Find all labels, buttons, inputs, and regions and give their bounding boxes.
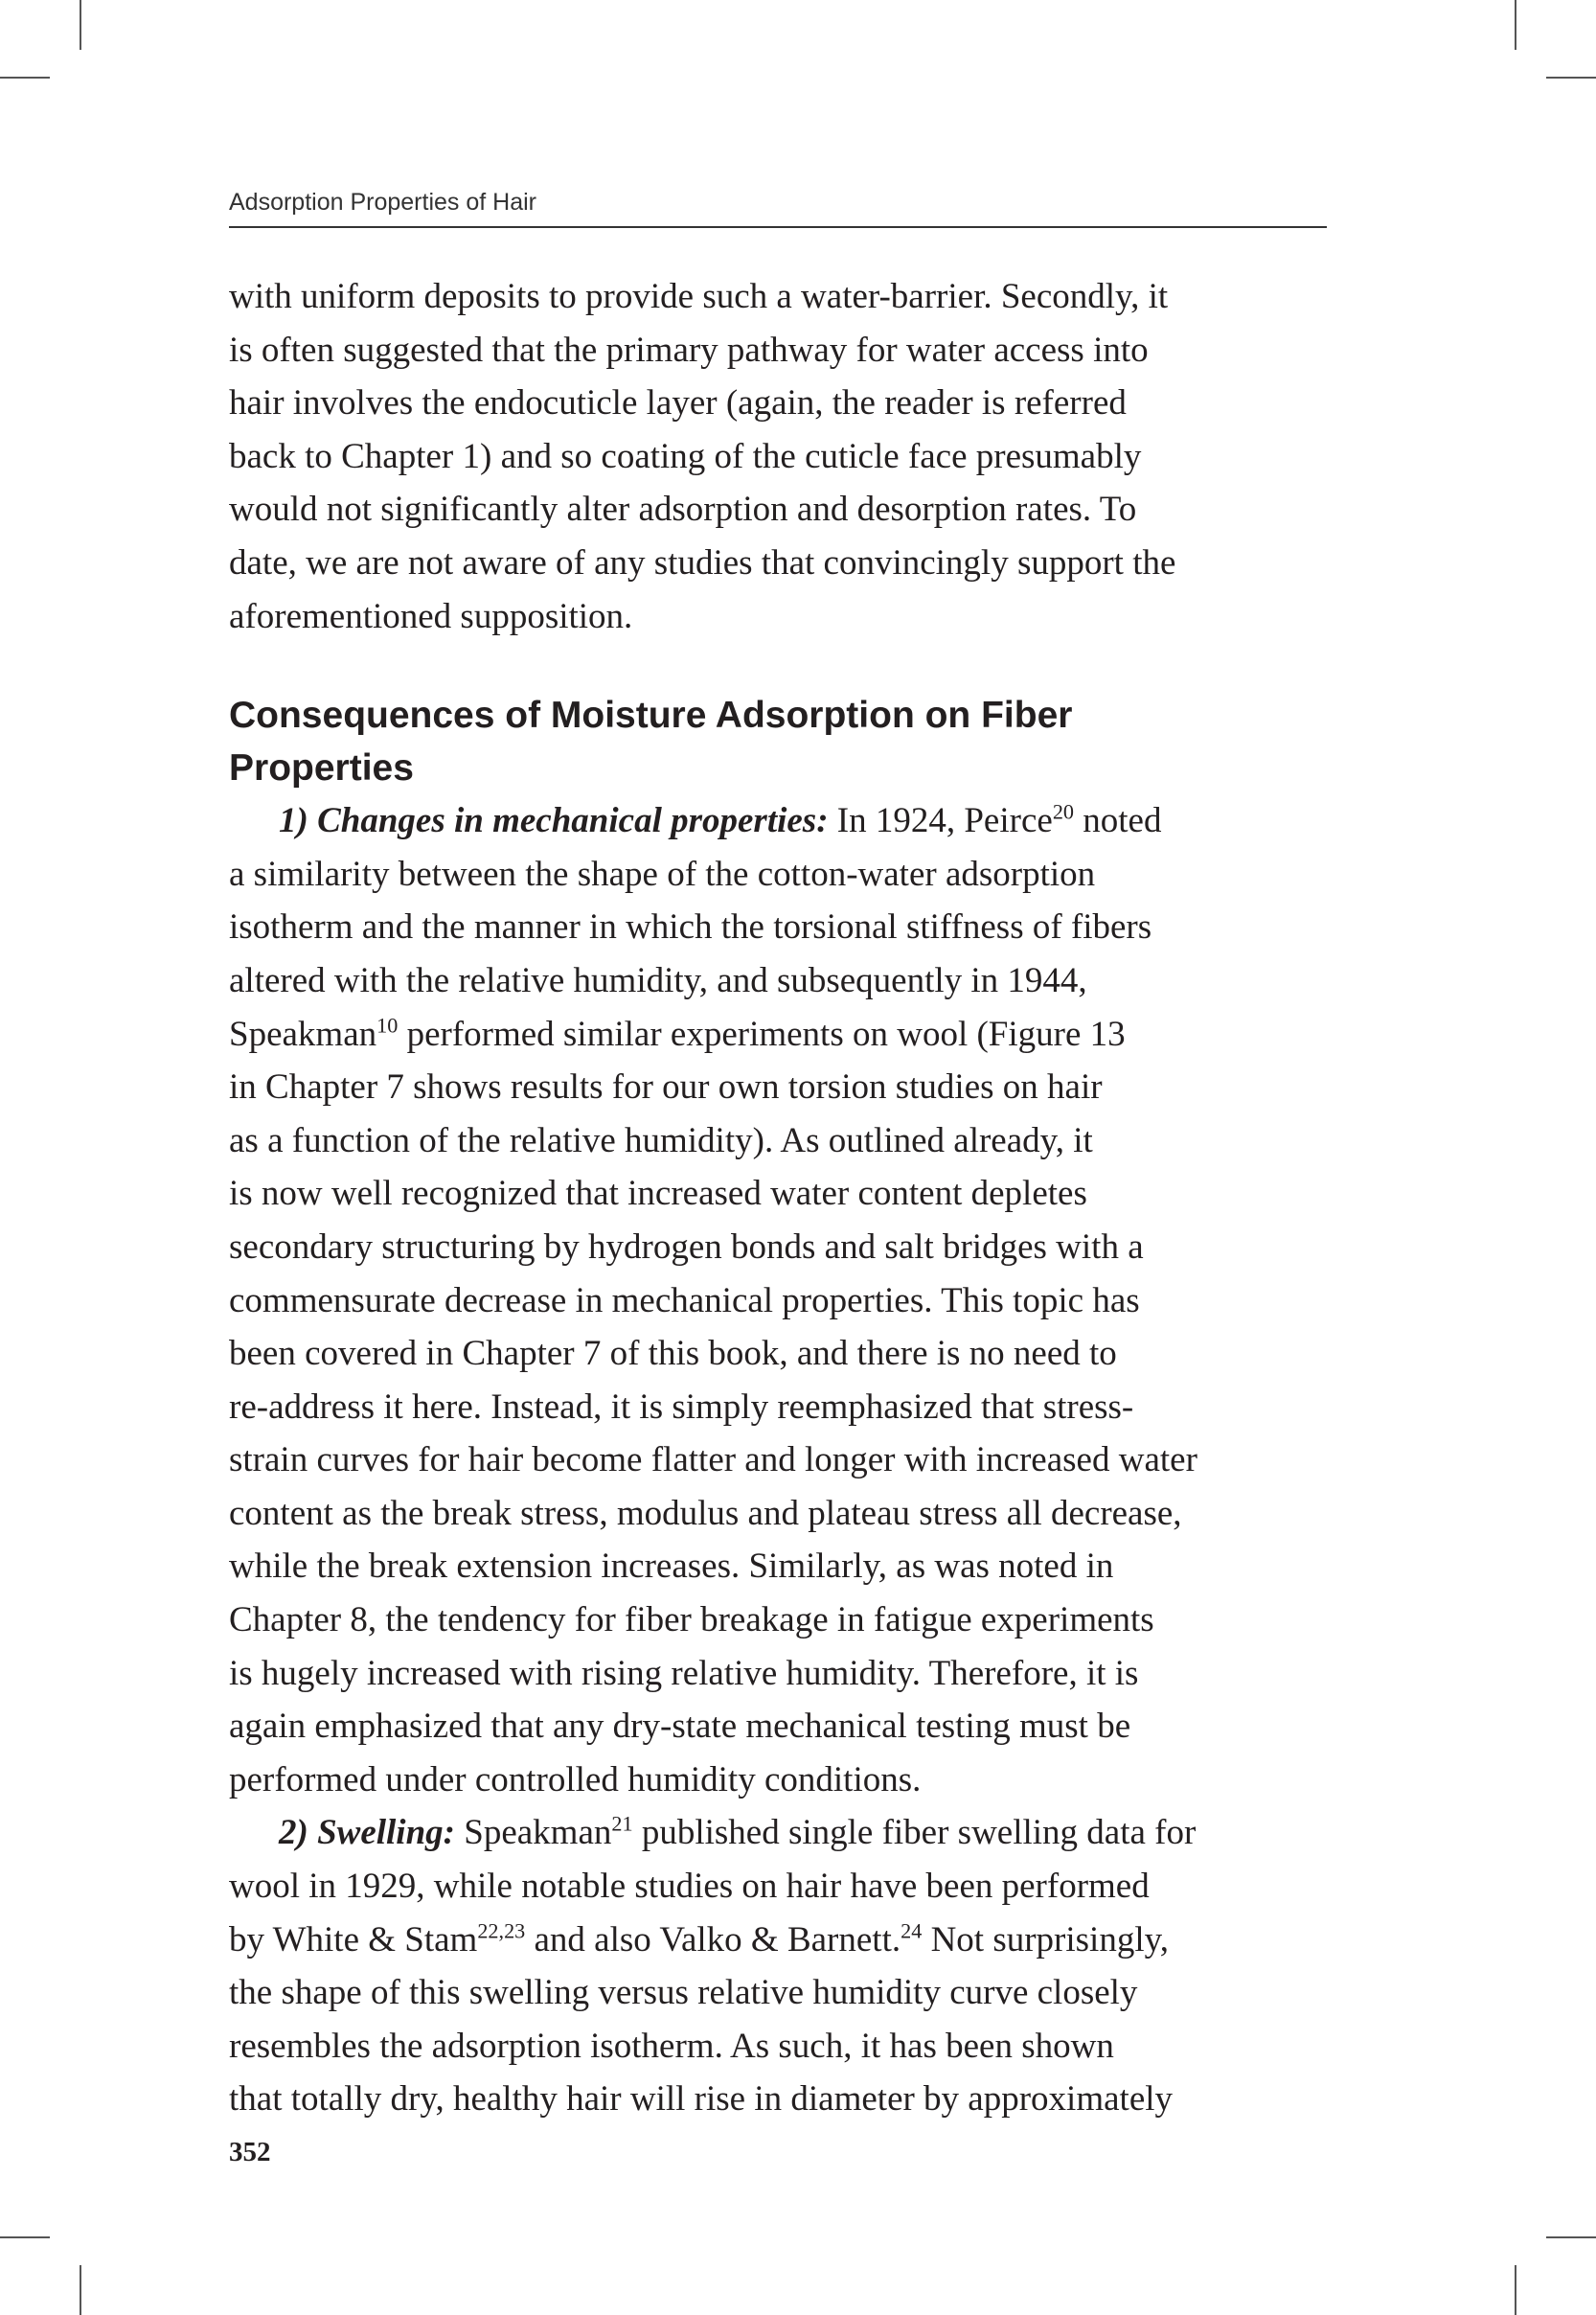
reference-superscript: 24 (901, 1918, 923, 1943)
text-line: is hugely increased with rising relative humidity. Therefore, it is (229, 1653, 1139, 1693)
crop-mark-bottom-right-h (1546, 2236, 1596, 2238)
runin-heading: 1) Changes in mechanical properties: (279, 801, 829, 841)
text-line: Chapter 8, the tendency for fiber breakage in fatigue experiments (229, 1600, 1154, 1640)
text-line: commensurate decrease in mechanical properties. This topic has (229, 1280, 1140, 1320)
crop-mark-top-right-h (1546, 77, 1596, 79)
text-line: 2) Swelling: Speakman$^{21}$ published single fiber swelling data for (279, 1812, 1197, 1853)
text-line: as a function of the relative humidity). As outlined already, it (229, 1120, 1093, 1160)
crop-mark-top-left-h (0, 77, 50, 79)
running-head: Adsorption Properties of Hair (229, 189, 536, 216)
crop-mark-bottom-left-h (0, 2236, 50, 2238)
body-text (229, 270, 1340, 2126)
text-line: content as the break stress, modulus and plateau stress all decrease, (229, 1493, 1182, 1533)
text-line: hair involves the endocuticle layer (again, the reader is referred (229, 383, 1127, 424)
text-line: a similarity between the shape of the cotton-water adsorption (229, 854, 1096, 894)
text-line: again emphasized that any dry-state mechanical testing must be (229, 1707, 1131, 1747)
reference-superscript: 10 (376, 1013, 399, 1038)
text-line: aforementioned supposition. (229, 596, 633, 636)
text-line: is now well recognized that increased water content depletes (229, 1174, 1087, 1214)
text-line: the shape of this swelling versus relative humidity curve closely (229, 1973, 1138, 2013)
text-line: that totally dry, healthy hair will rise in diameter by approximately (229, 2079, 1174, 2120)
text-line: by White & Stam$^{22,23}$ and also Valko & Barnett.$^{24}$ Not surprisingly, (229, 1918, 1169, 1960)
text-line: while the break extension increases. Similarly, as was noted in (229, 1547, 1114, 1587)
header-rule (229, 226, 1327, 228)
crop-mark-bottom-right (1515, 2265, 1516, 2315)
reference-superscript: 20 (1052, 799, 1074, 824)
text-line: re-address it here. Instead, it is simply reemphasized that stress- (229, 1387, 1134, 1427)
text-line: Speakman$^{10}$ performed similar experiments on wool (Figure 13 (229, 1013, 1126, 1054)
reference-superscript: 22,23 (477, 1918, 526, 1943)
text-line: 1) Changes in mechanical properties: In 1924, Peirce$^{20}$ noted (279, 799, 1162, 841)
runin-heading: 2) Swelling: (279, 1813, 455, 1853)
text-line: altered with the relative humidity, and subsequently in 1944, (229, 960, 1087, 1000)
crop-mark-top-right (1515, 0, 1516, 50)
reference-superscript: 21 (611, 1812, 633, 1837)
text-line: back to Chapter 1) and so coating of the cuticle face presumably (229, 436, 1142, 476)
text-line: strain curves for hair become flatter and longer with increased water (229, 1440, 1197, 1480)
page-number: 352 (229, 2137, 271, 2167)
text-line: wool in 1929, while notable studies on hair have been performed (229, 1867, 1150, 1907)
section-heading: Properties (229, 747, 414, 790)
text-line: is often suggested that the primary pathway for water access into (229, 330, 1149, 370)
text-line: performed under controlled humidity conditions. (229, 1759, 922, 1799)
text-line: with uniform deposits to provide such a water-barrier. Secondly, it (229, 277, 1169, 316)
text-line: isotherm and the manner in which the torsional stiffness of fibers (229, 907, 1152, 948)
text-line: been covered in Chapter 7 of this book, and there is no need to (229, 1334, 1117, 1374)
text-line: in Chapter 7 shows results for our own torsion studies on hair (229, 1067, 1103, 1108)
text-line: resembles the adsorption isotherm. As such, it has been shown (229, 2026, 1114, 2066)
text-line: secondary structuring by hydrogen bonds and salt bridges with a (229, 1226, 1144, 1267)
crop-mark-top-left (80, 0, 81, 50)
text-line: would not significantly alter adsorption and desorption rates. To (229, 490, 1137, 530)
text-line: date, we are not aware of any studies that convincingly support the (229, 542, 1176, 583)
section-heading: Consequences of Moisture Adsorption on Fiber (229, 695, 1073, 737)
crop-mark-bottom-left (80, 2265, 81, 2315)
